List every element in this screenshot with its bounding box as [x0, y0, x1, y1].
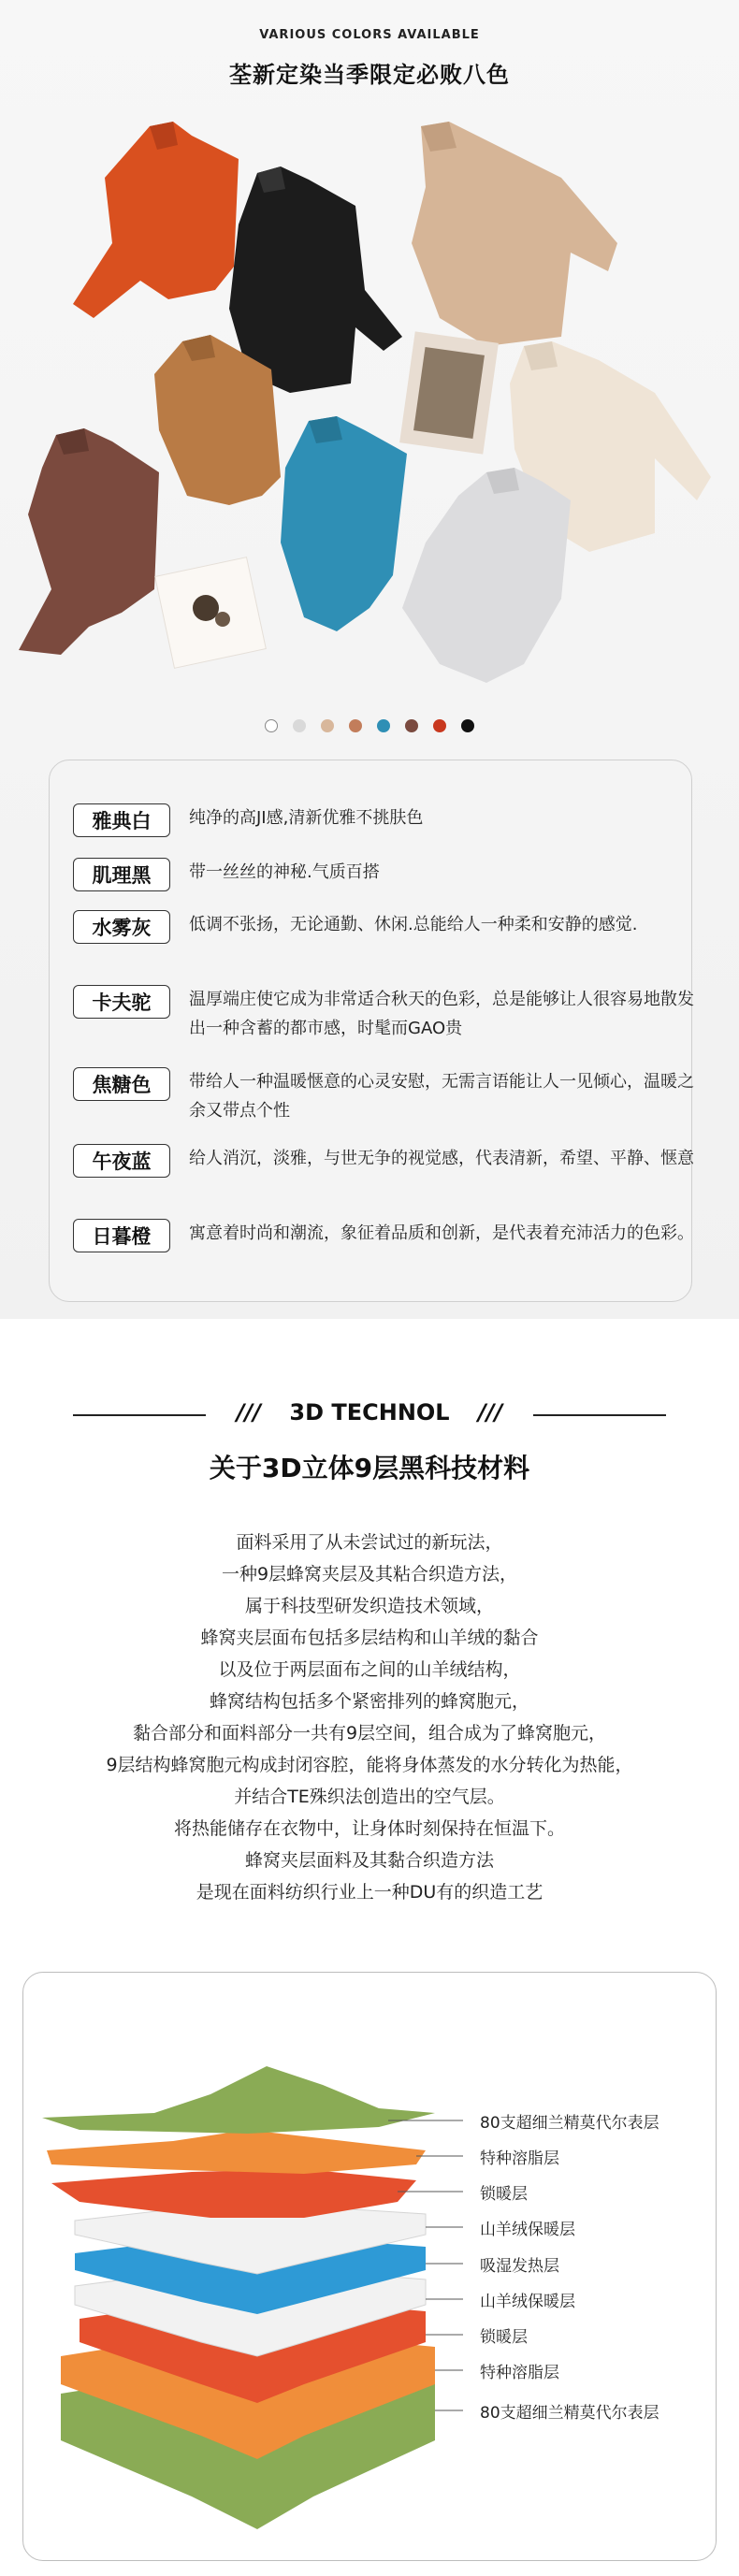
subtitle-en: VARIOUS COLORS AVAILABLE — [259, 28, 480, 42]
color-dot[interactable] — [433, 719, 446, 732]
color-desc: 纯净的高JI感,清新优雅不挑肤色 — [189, 808, 424, 828]
color-desc: 带一丝丝的神秘.气质百搭 — [189, 862, 380, 882]
layer-label: 吸湿发热层 — [480, 2257, 559, 2276]
layer-diagram-box — [22, 1972, 717, 2561]
product-photo — [0, 103, 739, 702]
sweater-grey — [402, 468, 571, 683]
slash-right: /// — [477, 1399, 503, 1425]
color-tag: 卡夫驼 — [73, 985, 170, 1019]
slash-left: /// — [236, 1399, 262, 1425]
tech-line: 一种9层蜂窝夹层及其粘合织造方法， — [221, 1564, 518, 1585]
tech-line: 并结合TE殊织法创造出的空气层。 — [234, 1787, 505, 1807]
sweater-black — [229, 166, 402, 393]
tech-heading-text: 3D TECHNOL — [289, 1399, 450, 1425]
page-title: 荃新定染当季限定必败八色 — [229, 62, 510, 88]
tech-line: 黏合部分和面料部分一共有9层空间，组合成为了蜂窝胞元， — [132, 1723, 607, 1744]
tech-line: 蜂窝夹层面料及其黏合织造方法 — [244, 1850, 494, 1871]
color-tag: 焦糖色 — [73, 1067, 170, 1101]
layer-label: 特种溶脂层 — [480, 2149, 559, 2168]
tech-line: 是现在面料纺织行业上一种DU有的织造工艺 — [196, 1882, 543, 1903]
color-dot[interactable] — [405, 719, 418, 732]
color-desc: 给人消沉，淡雅，与世无争的视觉感，代表清新，希望、平静、惬意 — [189, 1149, 694, 1168]
color-tag: 午夜蓝 — [73, 1144, 170, 1178]
color-tag: 日暮橙 — [73, 1219, 170, 1252]
tech-paragraph — [0, 1527, 739, 1908]
color-dot[interactable] — [293, 719, 306, 732]
tech-title: 关于3D立体9层黑科技材料 — [209, 1453, 530, 1483]
color-row — [73, 910, 694, 944]
color-desc: 寓意着时尚和潮流，象征着品质和创新，是代表着充沛活力的色彩。 — [189, 1223, 694, 1243]
tech-line: 9层结构蜂窝胞元构成封闭容腔，能将身体蒸发的水分转化为热能， — [106, 1755, 633, 1775]
color-dot[interactable] — [265, 719, 278, 732]
layer-shape — [47, 2130, 426, 2174]
color-tag: 雅典白 — [73, 803, 170, 837]
color-row — [73, 858, 694, 891]
layer-label: 山羊绒保暖层 — [480, 2293, 575, 2311]
sweater-brown — [19, 428, 159, 655]
tech-line: 属于科技型研发织造技术领域， — [244, 1596, 494, 1616]
color-row — [73, 985, 694, 1043]
layer-diagram — [23, 1973, 717, 2561]
sweater-blue — [281, 416, 407, 631]
color-row — [73, 803, 694, 837]
color-dot[interactable] — [349, 719, 362, 732]
color-desc: 带给人一种温暖惬意的心灵安慰，无需言语能让人一见倾心，温暖之余又带点个性 — [189, 1072, 694, 1121]
layer-label: 锁暖层 — [480, 2328, 528, 2347]
layer-label: 锁暖层 — [480, 2185, 528, 2204]
color-row — [73, 1144, 694, 1178]
layer-label: 80支超细兰精莫代尔表层 — [480, 2114, 659, 2133]
color-dot[interactable] — [321, 719, 334, 732]
color-dots — [0, 716, 739, 733]
color-desc: 温厚端庄使它成为非常适合秋天的色彩，总是能够让人很容易地散发出一种含蓄的都市感，时髦而GAO贵 — [189, 990, 694, 1038]
layer-label: 山羊绒保暖层 — [480, 2221, 575, 2239]
color-row — [73, 1219, 694, 1252]
color-dot[interactable] — [461, 719, 474, 732]
tech-line: 将热能储存在衣物中，让身体时刻保持在恒温下。 — [173, 1818, 565, 1839]
color-dot[interactable] — [377, 719, 390, 732]
sweater-beige — [412, 122, 617, 346]
tech-line: 以及位于两层面布之间的山羊绒结构， — [218, 1659, 521, 1680]
tech-heading — [0, 1399, 739, 1425]
color-desc: 低调不张扬，无论通勤、休闲.总能给人一种柔和安静的感觉. — [189, 915, 638, 934]
tech-line: 蜂窝结构包括多个紧密排列的蜂窝胞元， — [209, 1691, 529, 1712]
tech-line: 蜂窝夹层面布包括多层结构和山羊绒的黏合 — [200, 1628, 539, 1648]
color-tag: 水雾灰 — [73, 910, 170, 944]
color-tag: 肌理黑 — [73, 858, 170, 891]
color-row — [73, 1067, 694, 1125]
color-description-card — [49, 760, 692, 1302]
layer-label: 80支超细兰精莫代尔表层 — [480, 2404, 659, 2423]
photo-card — [399, 331, 499, 454]
tech-line: 面料采用了从未尝试过的新玩法， — [236, 1532, 503, 1553]
flower-card — [155, 557, 267, 669]
layer-label: 特种溶脂层 — [480, 2364, 559, 2382]
sweater-orange — [73, 122, 239, 318]
layer-shape — [42, 2066, 435, 2134]
